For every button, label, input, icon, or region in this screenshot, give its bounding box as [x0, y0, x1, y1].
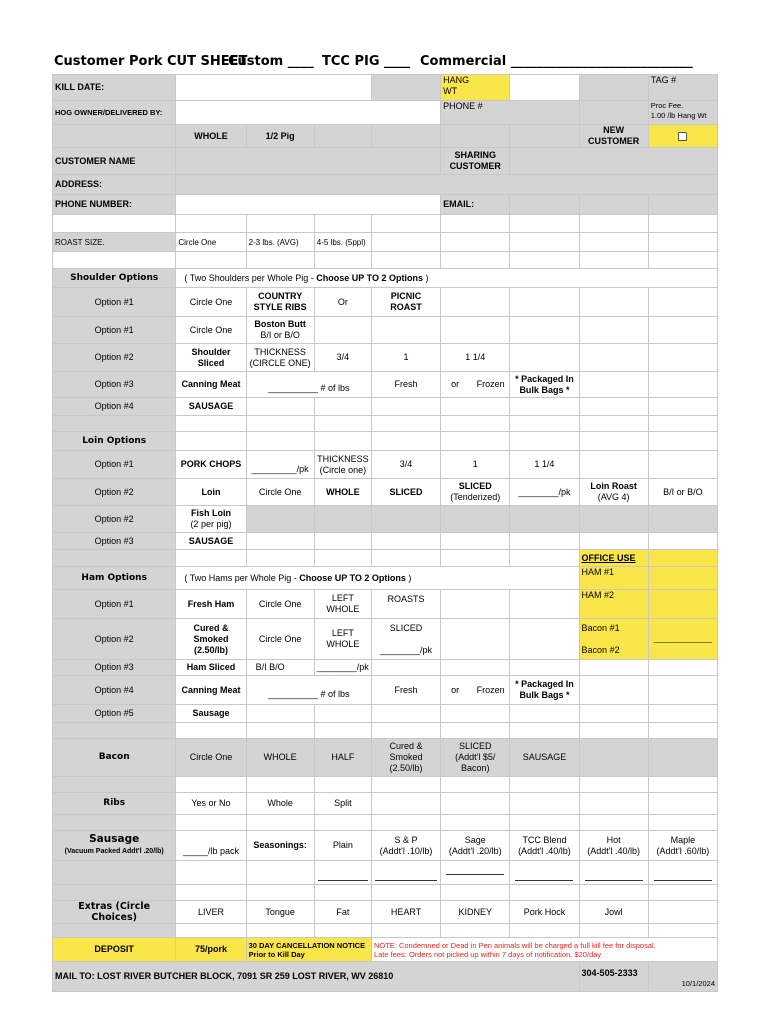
liver-option[interactable]: LIVER [176, 901, 246, 924]
form-date: 10/1/2024 [648, 962, 717, 992]
sheet-header [54, 52, 718, 72]
loin-sliced-tenderized-option[interactable]: SLICED (Tenderized) [441, 479, 510, 506]
loin-option-label: Option #2 [53, 479, 176, 506]
or-text: Or [314, 288, 371, 317]
tcc-pig-option[interactable]: TCC PIG ____ [322, 54, 411, 69]
circle-one-text: Circle One [246, 619, 314, 660]
ham-option-label: Option #2 [53, 619, 176, 660]
circle-one-text: Circle One [246, 590, 314, 619]
ribs-title: Ribs [53, 793, 176, 815]
email-field[interactable] [510, 195, 579, 215]
shoulder-note: ( Two Shoulders per Whole Pig - Choose UP TO 2 Options ) [176, 269, 718, 288]
shoulder-option-label: Option #1 [53, 317, 176, 344]
loin-options-title: Loin Options [53, 432, 176, 451]
hog-owner-label: HOG OWNER/DELIVERED BY: [53, 101, 176, 125]
country-style-ribs-option[interactable]: COUNTRY STYLE RIBS [246, 288, 314, 317]
ham-option-label: Option #5 [53, 705, 176, 723]
boston-butt-option[interactable]: Boston Butt B/I or B/O [246, 317, 314, 344]
ribs-yes-no-option[interactable]: Yes or No [176, 793, 246, 815]
blank-line[interactable] [510, 861, 579, 885]
circle-one-text: Circle One [246, 479, 314, 506]
thickness-1-1-4[interactable]: 1 1/4 [510, 451, 579, 479]
email-label: EMAIL: [441, 195, 510, 215]
left-whole-option[interactable]: LEFT WHOLE [314, 619, 371, 660]
pork-chops-option[interactable]: PORK CHOPS [176, 451, 246, 479]
fat-option[interactable]: Fat [314, 901, 371, 924]
circle-one-text: Circle One [176, 317, 246, 344]
sausage-per-pack-field[interactable]: _____/lb pack [176, 831, 246, 861]
shoulder-sliced-option[interactable]: Shoulder Sliced [176, 344, 246, 372]
new-customer-checkbox[interactable] [678, 132, 687, 141]
office-use-label: OFFICE USE [579, 550, 648, 567]
bacon-title: Bacon [53, 739, 176, 777]
ham-sliced-per-pack[interactable]: SLICED ________/pk [371, 619, 440, 660]
loin-option[interactable]: Loin [176, 479, 246, 506]
loin-whole-option[interactable]: WHOLE [314, 479, 371, 506]
ribs-split-option[interactable]: Split [314, 793, 371, 815]
roast-size-label: ROAST SIZE. [53, 233, 176, 252]
hang-weight-field[interactable] [510, 75, 579, 101]
hot-option[interactable]: Hot (Addt'l .40/lb) [579, 831, 648, 861]
office-ham-2-field[interactable] [648, 590, 717, 619]
left-whole-option[interactable]: LEFT WHOLE [314, 590, 371, 619]
loin-roast-option[interactable]: Loin Roast (AVG 4) [579, 479, 648, 506]
sausage-option[interactable]: SAUSAGE [176, 398, 246, 416]
frozen-option: Frozen [476, 684, 505, 695]
roast-circle-one: Circle One [176, 233, 246, 252]
new-customer-checkbox-cell[interactable] [648, 125, 717, 148]
thickness-1[interactable]: 1 [371, 344, 440, 372]
owner-phone-label: PHONE # [441, 101, 579, 125]
salt-pepper-option[interactable]: S & P (Addt'l .10/lb) [371, 831, 440, 861]
fresh-frozen-cell: or Frozen [441, 676, 510, 705]
cancellation-notice: 30 DAY CANCELLATION NOTICE Prior to Kill Day [246, 938, 371, 962]
canning-lbs-field[interactable]: __________ # of lbs [246, 676, 371, 705]
kidney-option[interactable]: KIDNEY [441, 901, 510, 924]
ham-sliced-per-pack-field[interactable]: ________/pk [314, 660, 371, 676]
maple-option[interactable]: Maple (Addt'l .60/lb) [648, 831, 717, 861]
loin-thickness-label: THICKNESS (Circle one) [314, 451, 371, 479]
shoulder-thickness-label: THICKNESS (CIRCLE ONE) [246, 344, 314, 372]
office-bacon-field[interactable]: _______________ [648, 619, 717, 660]
loin-sliced-option[interactable]: SLICED [371, 479, 440, 506]
blank-line[interactable] [441, 861, 510, 885]
frozen-option: Frozen [476, 379, 505, 389]
sage-option[interactable]: Sage (Addt'l .20/lb) [441, 831, 510, 861]
loin-per-pack-field[interactable]: ________/pk [510, 479, 579, 506]
bone-in-bone-out-option[interactable]: B/I or B/O [648, 479, 717, 506]
ham-sliced-option[interactable]: Ham Sliced [176, 660, 246, 676]
sausage-option[interactable]: Sausage [176, 705, 246, 723]
whole-option[interactable]: WHOLE [176, 125, 246, 148]
picnic-roast-option[interactable]: PICNIC ROAST [371, 288, 440, 317]
plain-option[interactable]: Plain [314, 831, 371, 861]
ham-option-label: Option #1 [53, 590, 176, 619]
fresh-ham-option[interactable]: Fresh Ham [176, 590, 246, 619]
shoulder-option-label: Option #4 [53, 398, 176, 416]
roast-size-2-3[interactable]: 2-3 lbs. (AVG) [246, 233, 314, 252]
roast-size-4-5[interactable]: 4-5 lbs. (5ppl) [314, 233, 371, 252]
loin-option-label: Option #3 [53, 533, 176, 550]
blank-line[interactable] [371, 861, 440, 885]
canning-meat-option[interactable]: Canning Meat [176, 372, 246, 398]
half-pig-option[interactable]: 1/2 Pig [246, 125, 314, 148]
tongue-option[interactable]: Tongue [246, 901, 314, 924]
loin-option-label: Option #1 [53, 451, 176, 479]
custom-option[interactable]: Custom ____ [228, 54, 314, 69]
address-label: ADDRESS: [53, 175, 176, 195]
new-customer-label: NEW CUSTOMER [579, 125, 648, 148]
ribs-whole-option[interactable]: Whole [246, 793, 314, 815]
cured-smoked-ham-option[interactable]: Cured & Smoked (2.50/lb) [176, 619, 246, 660]
phone-number-label: PHONE NUMBER: [53, 195, 176, 215]
bulk-bags-note: * Packaged In Bulk Bags * [510, 372, 579, 398]
deposit-amount: 75/pork [176, 938, 246, 962]
bone-in-bone-out-option[interactable]: B/I B/O [246, 660, 314, 676]
fresh-option[interactable]: Fresh [371, 372, 440, 398]
shoulder-options-title: Shoulder Options [53, 269, 176, 288]
footer-phone: 304-505-2333 [579, 962, 648, 992]
sharing-customer-field[interactable] [510, 148, 718, 175]
thickness-3-4[interactable]: 3/4 [371, 451, 440, 479]
sheet-title: Customer Pork CUT SHEET [54, 54, 248, 69]
roasts-option[interactable]: ROASTS [371, 590, 440, 619]
thickness-3-4[interactable]: 3/4 [314, 344, 371, 372]
blank-line[interactable] [314, 861, 371, 885]
sharing-customer-label: SHARING CUSTOMER [441, 148, 510, 175]
bacon-cured-smoked-option[interactable]: Cured & Smoked (2.50/lb) [371, 739, 440, 777]
bacon-sliced-option[interactable]: SLICED (Addt'l $5/ Bacon) [441, 739, 510, 777]
office-ham-2: HAM #2 [579, 590, 648, 619]
fresh-frozen-cell: or Frozen [441, 372, 510, 398]
shoulder-option-label: Option #1 [53, 288, 176, 317]
commercial-option[interactable]: Commercial ____________________________ [420, 54, 693, 69]
sausage-option[interactable]: SAUSAGE [176, 533, 246, 550]
thickness-1[interactable]: 1 [441, 451, 510, 479]
loin-option-label: Option #2 [53, 506, 176, 533]
shoulder-option-label: Option #3 [53, 372, 176, 398]
bacon-half-option[interactable]: HALF [314, 739, 371, 777]
circle-one-text: Circle One [176, 739, 246, 777]
seasonings-label: Seasonings: [246, 831, 314, 861]
tag-number-label: TAG # [648, 75, 717, 101]
shoulder-option-label: Option #2 [53, 344, 176, 372]
office-bacon: Bacon #1 Bacon #2 [579, 619, 648, 660]
canning-meat-option[interactable]: Canning Meat [176, 676, 246, 705]
cut-sheet-table [52, 74, 718, 992]
ham-options-title: Ham Options [53, 567, 176, 590]
pork-hock-option[interactable]: Pork Hock [510, 901, 579, 924]
office-ham-1-field[interactable] [648, 567, 717, 590]
ham-option-label: Option #4 [53, 676, 176, 705]
kill-date-label: KILL DATE: [53, 75, 176, 101]
office-ham-1: HAM #1 [579, 567, 648, 590]
blank-line[interactable] [648, 861, 717, 885]
kill-date-field[interactable] [176, 75, 372, 101]
thickness-1-1-4[interactable]: 1 1/4 [441, 344, 510, 372]
canning-lbs-field[interactable]: __________ # of lbs [246, 372, 371, 398]
tcc-blend-option[interactable]: TCC Blend (Addt'l .40/lb) [510, 831, 579, 861]
mail-to-address: MAIL TO: LOST RIVER BUTCHER BLOCK, 7091 SR 259 LOST RIVER, WV 26810 [53, 962, 580, 992]
fresh-option[interactable]: Fresh [371, 676, 440, 705]
ham-option-label: Option #3 [53, 660, 176, 676]
extras-title: Extras (Circle Choices) [53, 901, 176, 924]
address-field[interactable] [176, 175, 718, 195]
bulk-bags-note: * Packaged In Bulk Bags * [510, 676, 579, 705]
sausage-title-cell: Sausage (Vacuum Packed Addt'l .20/lb) [53, 831, 176, 861]
hog-owner-field[interactable] [176, 101, 441, 125]
jowl-option[interactable]: Jowl [579, 901, 648, 924]
heart-option[interactable]: HEART [371, 901, 440, 924]
pork-chops-per-pack-field[interactable]: _________/pk [246, 451, 314, 479]
condemned-note: NOTE: Condemned or Dead in Pen animals will be charged a full kill fee for disposal. Late fees: Orders not picked up within 7 days of notification. $20/day [371, 938, 717, 962]
customer-name-label: CUSTOMER NAME [53, 148, 176, 175]
circle-one-text: Circle One [176, 288, 246, 317]
ham-note: ( Two Hams per Whole Pig - Choose UP TO 2 Options ) [176, 567, 579, 590]
proc-fee: Proc Fee. 1.00 /lb Hang Wt [648, 101, 717, 125]
deposit-label: DEPOSIT [53, 938, 176, 962]
customer-name-field[interactable] [176, 148, 441, 175]
phone-number-field[interactable] [176, 195, 441, 215]
hang-weight-label: HANG WT [441, 75, 510, 101]
blank-line[interactable] [579, 861, 648, 885]
fish-loin-option[interactable]: Fish Loin (2 per pig) [176, 506, 246, 533]
bacon-sausage-option[interactable]: SAUSAGE [510, 739, 579, 777]
bacon-whole-option[interactable]: WHOLE [246, 739, 314, 777]
